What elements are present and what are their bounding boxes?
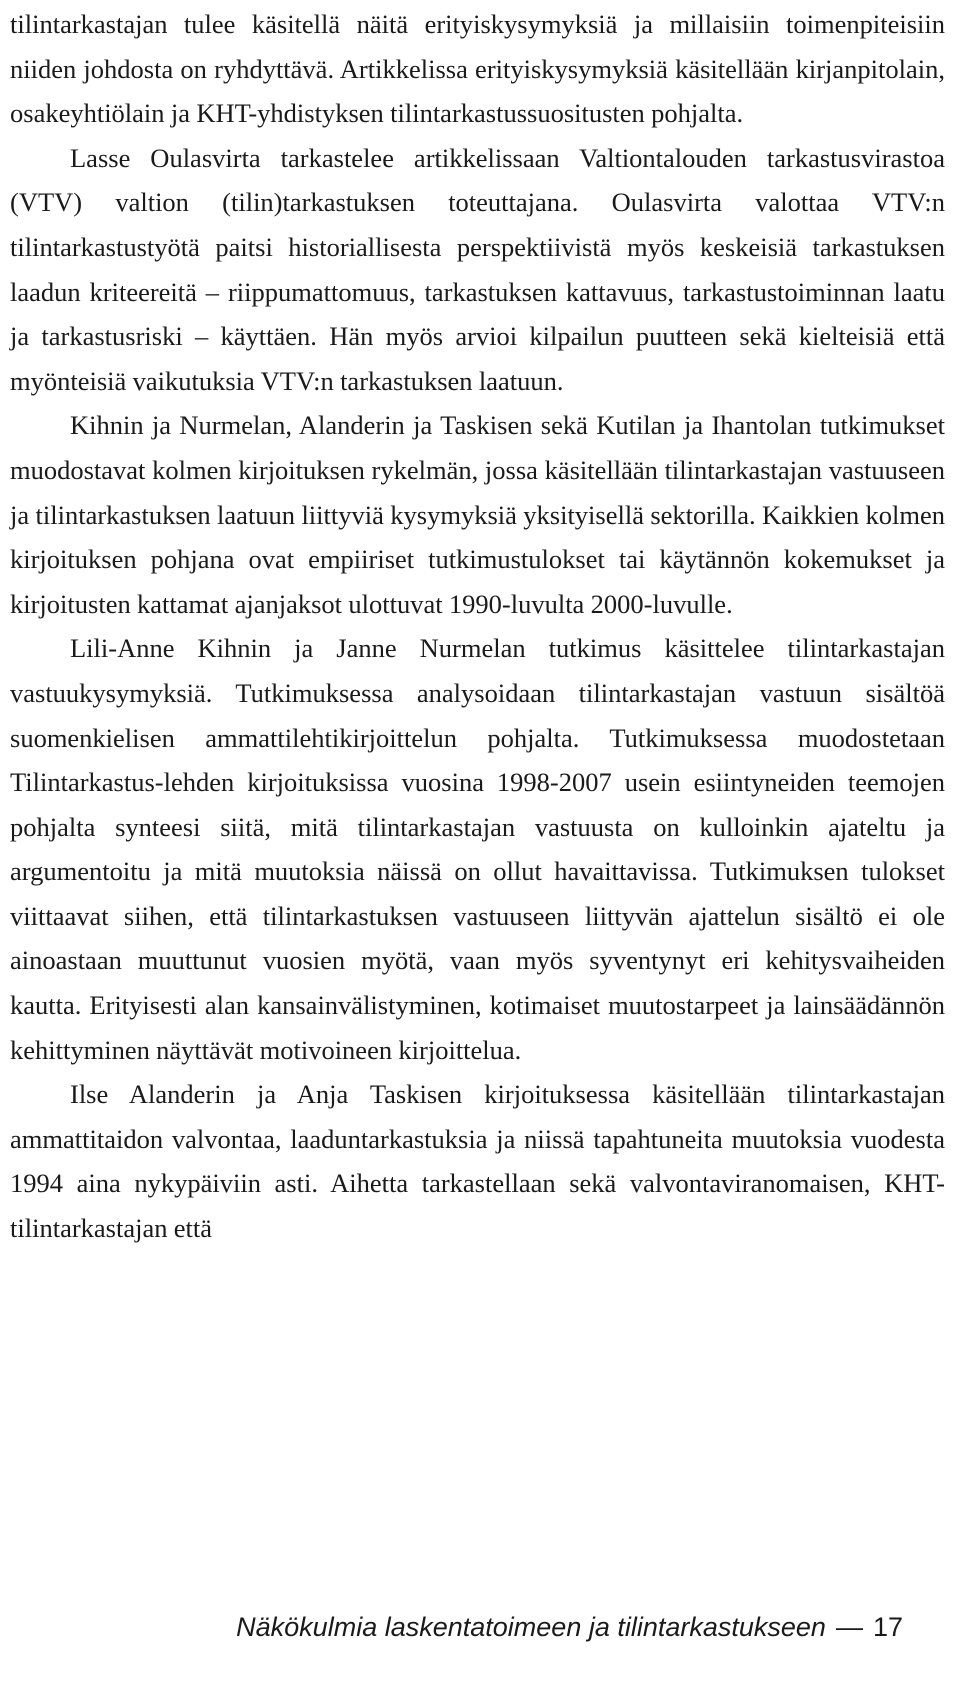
footer-dash: —	[835, 1612, 863, 1642]
body-text	[10, 2, 945, 1251]
paragraph-kihn-nurmela: Lili-Anne Kihnin ja Janne Nurmelan tutkimus käsittelee tilintarkastajan vastuukysymyksiä. Tutkimuksessa analysoidaan tilintarkastajan vastuun sisältöä suomenkielisen ammattilehtikirjoittelun pohjalta. Tutkimuksessa muodostetaan Tilintarkastus-lehden kirjoituksissa vuosina 1998-2007 usein esiintyneiden teemojen pohjalta synteesi siitä, mitä tilintarkastajan vastuusta on kulloinkin ajateltu ja argumentoitu ja mitä muutoksia näissä on ollut havaittavissa. Tutkimuksen tulokset viittaavat siihen, että tilintarkastuksen vastuuseen liittyvän ajattelun sisältö ei ole ainoastaan muuttunut vuosien myötä, vaan myös syventynyt eri kehitysvaiheiden kautta. Erityisesti alan kansainvälistyminen, kotimaiset muutostarpeet ja lainsäädännön kehittyminen näyttävät motivoineen kirjoittelua.	[10, 633, 945, 1065]
paragraph-continuation: tilintarkastajan tulee käsitellä näitä erityiskysymyksiä ja millaisiin toimenpiteisiin niiden johdosta on ryhdyttävä. Artikkelissa erityiskysymyksiä käsitellään kirjanpitolain, osakeyhtiölain ja KHT-yhdistyksen tilintarkastussuositusten pohjalta.	[10, 9, 945, 129]
paragraph-alander-taskinen: Ilse Alanderin ja Anja Taskisen kirjoituksessa käsitellään tilintarkastajan ammattitaidon valvontaa, laaduntarkastuksia ja niissä tapahtuneita muutoksia vuodesta 1994 aina nykypäiviin asti. Aihetta tarkastellaan sekä valvontaviranomaisen, KHT-tilintarkastajan että	[10, 1079, 945, 1244]
page-footer	[236, 1612, 903, 1643]
document-page	[10, 2, 945, 1251]
paragraph-research-cluster: Kihnin ja Nurmelan, Alanderin ja Taskisen sekä Kutilan ja Ihantolan tutkimukset muodostavat kolmen kirjoituksen rykelmän, jossa käsitellään tilintarkastajan vastuuseen ja tilintarkastuksen laatuun liittyviä kysymyksiä yksityisellä sektorilla. Kaikkien kolmen kirjoituksen pohjana ovat empiiriset tutkimustulokset tai käytännön kokemukset ja kirjoitusten kattamat ajanjaksot ulottuvat 1990-luvulta 2000-luvulle.	[10, 410, 945, 619]
paragraph-oulasvirta: Lasse Oulasvirta tarkastelee artikkelissaan Valtiontalouden tarkastusvirastoa (VTV) valtion (tilin)tarkastuksen toteuttajana. Oulasvirta valottaa VTV:n tilintarkastustyötä paitsi historiallisesta perspektiivistä myös keskeisiä tarkastuksen laadun kriteereitä – riippumattomuus, tarkastuksen kattavuus, tarkastustoiminnan laatu ja tarkastusriski – käyttäen. Hän myös arvioi kilpailun puutteen sekä kielteisiä että myönteisiä vaikutuksia VTV:n tarkastuksen laatuun.	[10, 142, 945, 396]
footer-title: Näkökulmia laskentatoimeen ja tilintarkastukseen	[236, 1612, 826, 1642]
page-number: 17	[872, 1612, 903, 1642]
